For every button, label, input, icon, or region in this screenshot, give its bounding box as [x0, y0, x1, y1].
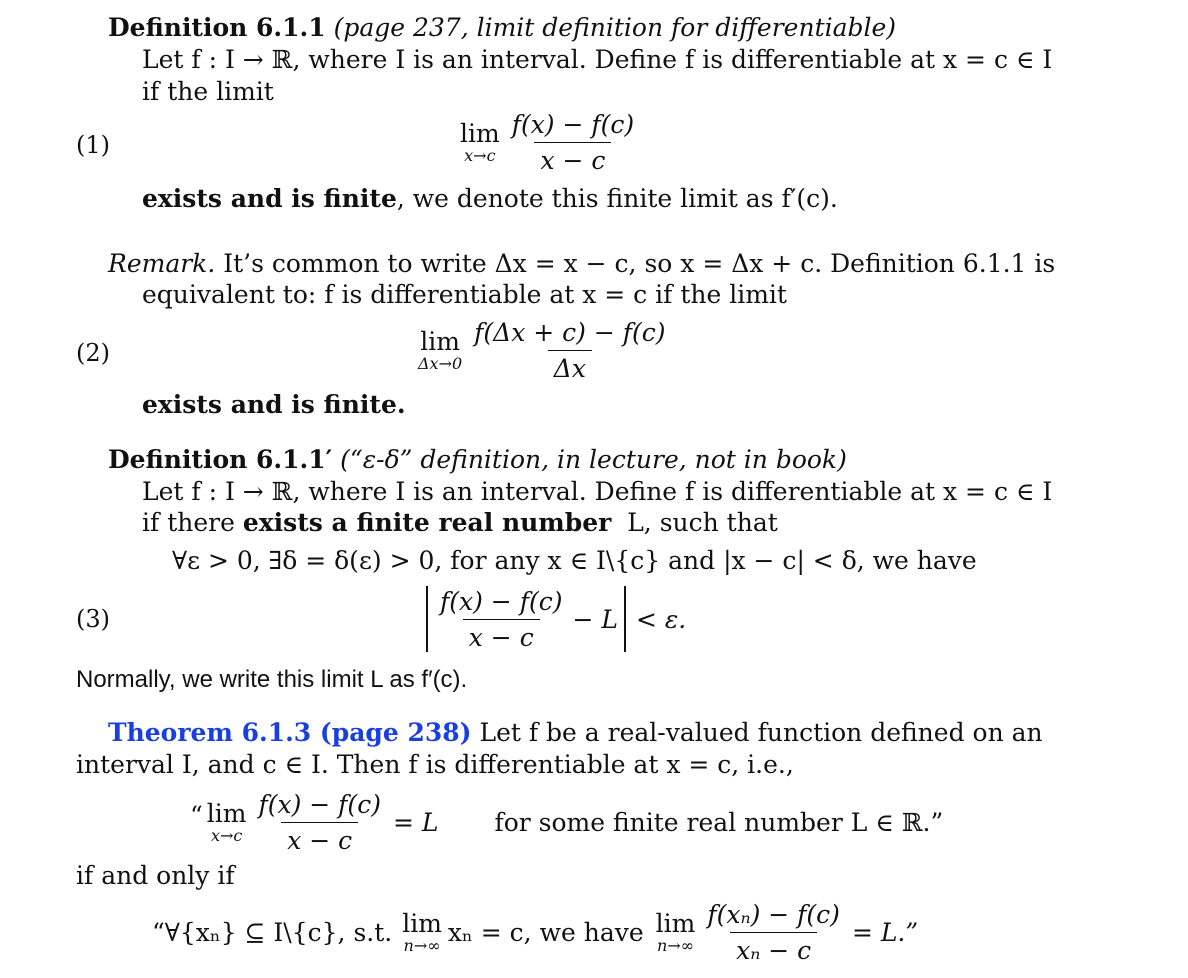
def611p-line2-post: L, such that	[611, 508, 778, 537]
denominator: x − c	[534, 142, 611, 175]
def611-conclusion	[142, 183, 838, 214]
remark-label: Remark.	[108, 249, 216, 278]
abs-bar-left	[426, 586, 428, 652]
def611p-line1: Let f : I → ℝ, where I is an interval. Define f is differentiable at x = c ∈ I	[142, 477, 1053, 506]
def611p-subtitle: (“ε-δ” definition, in lecture, not in book)	[340, 445, 847, 474]
def611p-title: Definition 6.1.1′	[108, 445, 333, 474]
def611-bold-phrase: exists and is finite	[142, 184, 397, 213]
remark-line1-rest: It’s common to write Δx = x − c, so x = Δx + c. Definition 6.1.1 is	[215, 249, 1056, 278]
equation-2	[418, 318, 672, 383]
remark-conclusion: exists and is finite.	[142, 390, 406, 419]
equation-1	[460, 110, 640, 175]
remark-line2: equivalent to: f is differentiable at x = c if the limit	[142, 280, 787, 309]
def611p-line3: ∀ε > 0, ∃δ = δ(ε) > 0, for any x ∈ I\{c} and |x − c| < δ, we have	[172, 546, 977, 575]
less-than-epsilon: < ε.	[635, 604, 687, 634]
lim-subscript: Δx→0	[418, 353, 463, 373]
equals-L-close: = L.”	[851, 918, 919, 947]
sequence-quotient	[701, 900, 846, 965]
denominator: x − c	[281, 822, 358, 855]
theorem-statement-1	[190, 790, 943, 855]
eq-number-3: (3)	[76, 605, 110, 633]
def611-line1: Let f : I → ℝ, where I is an interval. Define f is differentiable at x = c ∈ I	[142, 45, 1053, 74]
thm613-line1	[108, 717, 1043, 748]
limit-operator	[460, 118, 500, 165]
numerator: f(Δx + c) − f(c)	[474, 318, 666, 347]
denominator: Δx	[548, 350, 592, 383]
numerator: f(x) − f(c)	[440, 586, 563, 616]
limit-operator	[655, 908, 696, 955]
theorem-statement-2	[152, 900, 918, 965]
limit-operator	[418, 326, 463, 373]
normally-line: Normally, we write this limit L as f′(c).	[76, 666, 468, 693]
def611p-line2-pre: if there	[142, 508, 243, 537]
eq-number-2: (2)	[76, 339, 110, 367]
def611-heading	[108, 12, 896, 43]
difference-quotient	[506, 110, 640, 175]
equation-3	[420, 586, 686, 652]
denominator: xₙ − c	[730, 932, 817, 965]
limit-operator	[206, 798, 247, 845]
numerator: f(xₙ) − f(c)	[707, 900, 840, 929]
abs-bar-right	[624, 586, 626, 652]
difference-quotient	[468, 318, 671, 383]
thm613-line2: interval I, and c ∈ I. Then f is differentiable at x = c, i.e.,	[76, 750, 794, 779]
lim-subscript: n→∞	[403, 935, 441, 955]
def611-title: Definition 6.1.1	[108, 13, 326, 42]
lim-subscript: x→c	[210, 825, 243, 845]
for-some-clause: for some finite real number L ∈ ℝ.”	[494, 808, 944, 837]
def611-conclusion-rest: , we denote this finite limit as f′(c).	[396, 184, 838, 213]
minus-L: − L	[572, 604, 618, 634]
lim-subscript: n→∞	[656, 935, 695, 955]
lim-word: lim	[206, 798, 247, 828]
numerator: f(x) − f(c)	[511, 110, 635, 139]
open-quote: “	[190, 801, 203, 830]
lim-word: lim	[655, 908, 696, 938]
eq-number-1: (1)	[76, 131, 110, 159]
def611p-line2	[142, 507, 778, 538]
lim-subscript: x→c	[464, 145, 496, 165]
equals-L: = L	[392, 808, 439, 837]
thm613-title: Theorem 6.1.3 (page 238)	[108, 718, 472, 747]
limit-operator	[402, 908, 442, 955]
difference-quotient	[434, 587, 568, 652]
sequence-prefix: “∀{xₙ} ⊆ I\{c}, s.t.	[152, 918, 393, 947]
def611-line2: if the limit	[142, 77, 274, 106]
def611p-heading	[108, 444, 847, 475]
numerator: f(x) − f(c)	[258, 790, 381, 819]
difference-quotient	[252, 790, 386, 855]
def611-subtitle: (page 237, limit definition for differentiable)	[333, 13, 897, 42]
lim-word: lim	[402, 908, 442, 938]
lim-word: lim	[460, 118, 500, 148]
thm613-line1-rest: Let f be a real-valued function defined on an	[471, 718, 1043, 747]
remark-line1	[108, 248, 1055, 279]
sequence-limit-clause: xₙ = c, we have	[447, 918, 644, 947]
lim-word: lim	[420, 326, 460, 356]
denominator: x − c	[463, 619, 540, 652]
iff-line: if and only if	[76, 861, 235, 890]
def611p-line2-bold: exists a finite real number	[242, 508, 612, 537]
